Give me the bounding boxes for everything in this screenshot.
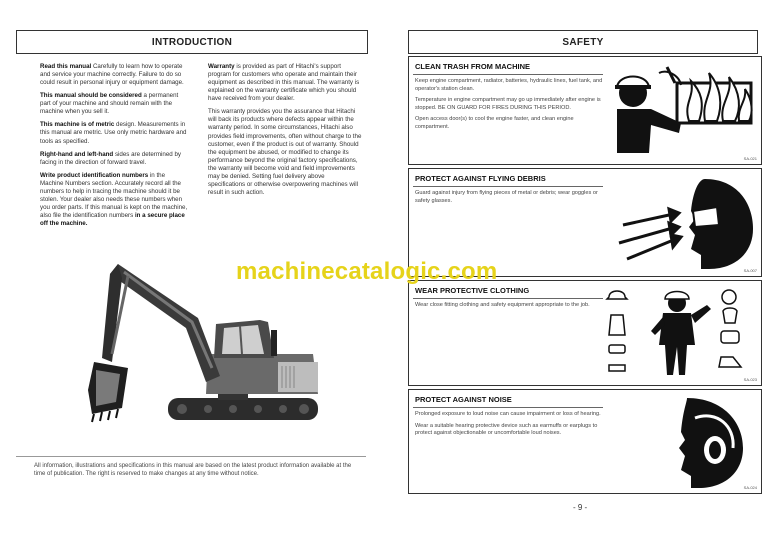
noise-section	[408, 389, 762, 494]
right-left-paragraph: Right-hand and left-hand sides are determined by facing in the direction of forward travel.	[40, 150, 181, 166]
intro-column-1	[40, 63, 190, 233]
title-rule	[413, 298, 603, 299]
section-paragraph: Keep engine compartment, radiator, batteries, hydraulic lines, fuel tank, and operator's station clean.	[415, 78, 603, 92]
figure-code: SA-024	[743, 485, 757, 490]
title-rule	[413, 74, 603, 75]
metric-paragraph: This machine is of metric design. Measurements in this manual are metric. Use only metric hardware and tools as specified.	[40, 121, 187, 145]
section-title: PROTECT AGAINST NOISE	[415, 395, 512, 404]
section-title: PROTECT AGAINST FLYING DEBRIS	[415, 174, 546, 183]
identification-paragraph: Write product identification numbers in the Machine Numbers section. Accurately record all the numbers to help in tracing the machine should it be stolen. Your dealer also needs these numbers when you order parts. If this manual is kept on the machine, also file the identification numbers in a secure place off the machine.	[40, 171, 188, 228]
section-title: WEAR PROTECTIVE CLOTHING	[415, 286, 530, 295]
figure-code: SA-023	[743, 377, 757, 382]
section-paragraph: Temperature in engine compartment may go up immediately after engine is stopped. BE ON GUARD FOR FIRES DURING THIS PERIOD.	[415, 97, 601, 111]
protective-clothing-icon	[599, 287, 757, 379]
permanent-part-paragraph: This manual should be considered a permanent part of your machine and should remain with the machine when you sell it.	[40, 92, 179, 116]
safety-header: SAFETY	[408, 30, 758, 54]
page-number: - 9 -	[573, 503, 588, 512]
section-paragraph: Open access door(s) to cool the engine faster, and clean engine compartment.	[415, 116, 574, 130]
section-body	[415, 411, 605, 442]
section-body	[415, 78, 605, 135]
fire-hazard-icon	[609, 63, 755, 153]
footer-divider	[16, 456, 366, 457]
watermark-text: machinecatalogic.com	[236, 258, 498, 285]
intro-column-2	[208, 63, 362, 202]
section-body	[415, 190, 605, 209]
section-paragraph: Wear close fitting clothing and safety equipment appropriate to the job.	[415, 302, 590, 308]
title-rule	[413, 186, 603, 187]
clean-trash-section	[408, 56, 762, 165]
protective-clothing-section	[408, 280, 762, 386]
warranty-assurance-paragraph: This warranty provides you the assurance that Hitachi will back its products where defects appear within the warranty period. In some circumstances, Hitachi also provides field improvements, often without charge to the customer, even if the product is out of warranty. Should the equipment be abused, or modified to change its performance beyond the original factory specifications, the warranty will become void and field improvements may be denied. Setting fuel delivery above specifications or otherwise overpowering machines will result in such action.	[208, 108, 362, 196]
section-title: CLEAN TRASH FROM MACHINE	[415, 62, 530, 71]
section-paragraph: Guard against injury from flying pieces of metal or debris; wear goggles or safety glasses.	[415, 190, 598, 204]
publication-notice: All information, illustrations and specifications in this manual are based on the latest product information available at the time of publication. The right is reserved to make changes at any time without notice.	[34, 463, 352, 477]
figure-code: SA-021	[743, 156, 757, 161]
figure-code: SA-007	[743, 268, 757, 273]
section-body	[415, 302, 605, 314]
title-rule	[413, 407, 603, 408]
safety-goggles-icon	[609, 175, 755, 271]
read-manual-paragraph: Read this manual Carefully to learn how to operate and service your machine correctly. Failure to do so could result in personal injury or equipment damage.	[40, 63, 184, 87]
section-paragraph: Prolonged exposure to loud noise can cause impairment or loss of hearing.	[415, 411, 601, 417]
introduction-header: INTRODUCTION	[16, 30, 368, 54]
warranty-paragraph: Warranty is provided as part of Hitachi's support program for customers who operate and maintain their equipment as described in this manual. The warranty is explained on the warranty certificate which you should have received from your dealer.	[208, 63, 360, 103]
section-paragraph: Wear a suitable hearing protective device such as earmuffs or earplugs to protect against objectionable or uncomfortable loud noises.	[415, 422, 598, 437]
hearing-protection-icon	[629, 396, 755, 490]
